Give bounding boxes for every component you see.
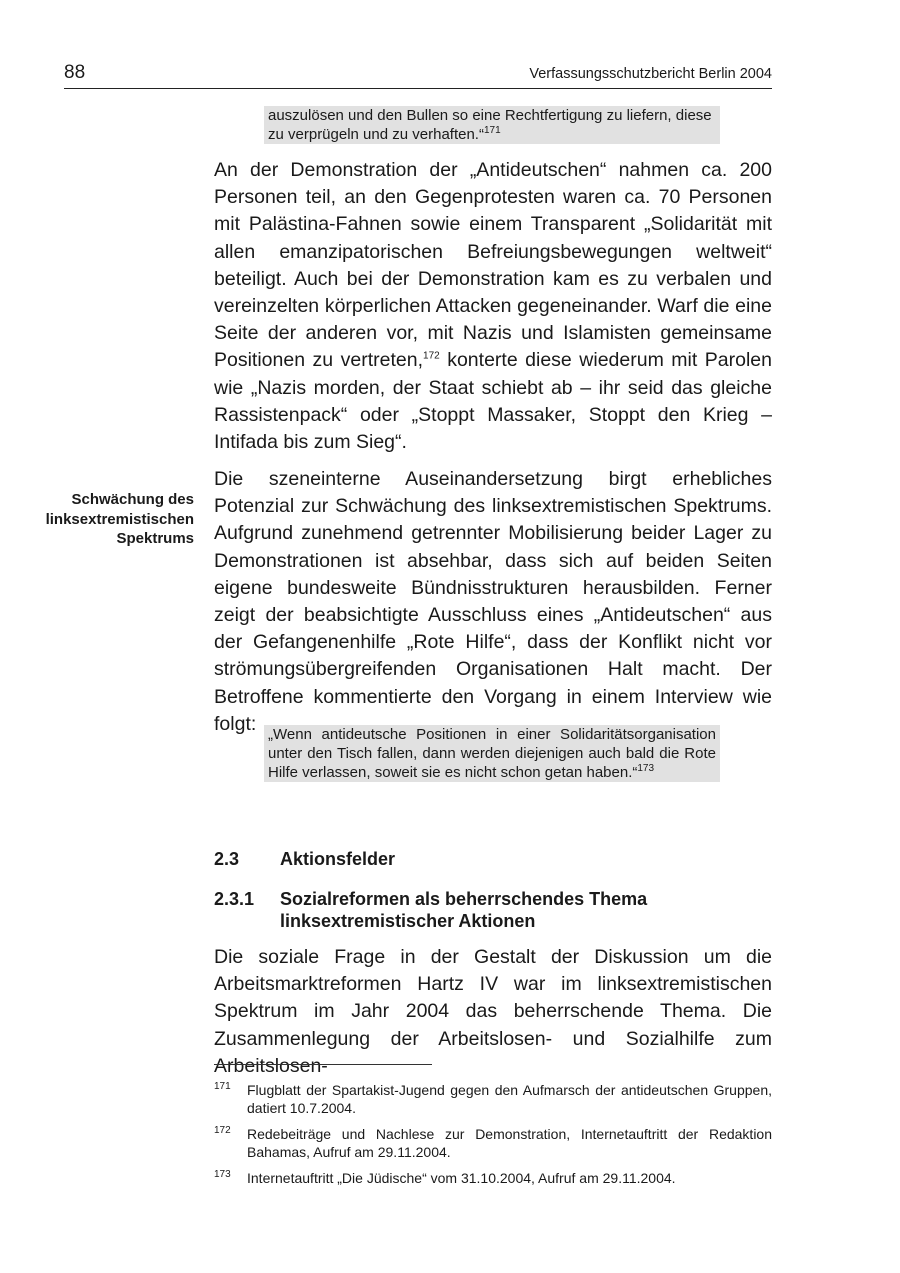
footnote-ref-173[interactable]: 173 — [637, 763, 655, 774]
section-title: Aktionsfelder — [280, 849, 396, 869]
section-number: 2.3.1 — [214, 889, 255, 909]
paragraph-demonstration — [214, 157, 772, 456]
section-title-line: linksextremistischer Aktionen — [280, 911, 536, 931]
quote-text: „Wenn antideutsche Positionen in einer Solidaritätsorganisation unter den Tisch fallen, dann werden diejenigen auch bald die Rote Hilfe verlassen, soweit sie es nicht schon getan haben.“ — [268, 726, 716, 781]
running-title: Verfassungsschutzbericht Berlin 2004 — [529, 66, 772, 82]
footnote-divider — [214, 1064, 432, 1065]
section-heading-2-3-1 — [214, 888, 774, 932]
footnote-172 — [214, 1125, 772, 1161]
page-number: 88 — [64, 62, 86, 83]
footnote-173 — [214, 1169, 772, 1187]
footnote-ref-172[interactable]: 172 — [423, 350, 440, 362]
section-heading-2-3 — [214, 848, 774, 870]
block-quote-171 — [264, 106, 720, 144]
footnote-number: 173 — [214, 1169, 231, 1180]
paragraph-text-part1: An der Demonstration der „Antideutschen“ nahmen ca. 200 Personen teil, an den Gegenprotesten waren ca. 70 Personen mit Palästina-Fahnen sowie einem Transparent „Solidarität mit allen emanzipatorischen Befreiungsbewegungen weltweit“ beteiligt. Auch bei der Demonstration kam es zu verbalen und vereinzelten körperlichen Attacken gegeneinander. Warf die eine Seite der anderen vor, mit Nazis und Islamisten gemeinsame Positionen zu vertreten, — [214, 159, 772, 372]
section-number: 2.3 — [214, 849, 240, 869]
margin-note-line: Schwächung des — [71, 491, 194, 508]
footnote-number: 171 — [214, 1081, 231, 1092]
footnote-ref-171[interactable]: 171 — [483, 125, 501, 136]
margin-note — [20, 490, 194, 549]
footnote-text: Redebeiträge und Nachlese zur Demonstration, Internetauftritt der Redaktion Bahamas, Aufruf am 29.11.2004. — [247, 1126, 772, 1160]
section-title — [280, 888, 780, 932]
section-title-line: Sozialreformen als beherrschendes Thema — [280, 889, 648, 909]
paragraph-hartz-iv: Die soziale Frage in der Gestalt der Diskussion um die Arbeitsmarktreformen Hartz IV war im linksextremistischen Spektrum im Jahr 2004 das beherrschende Thema. Die Zusammenlegung der Arbeitslosen- und Sozialhilfe zum Arbeitslosen- — [214, 946, 772, 1077]
page-header — [64, 62, 772, 89]
quote-text: auszulösen und den Bullen so eine Rechtfertigung zu liefern, diese zu verprügeln und zu verhaften.“ — [268, 107, 712, 143]
paragraph-text-part2: konterte diese wiederum mit Parolen wie „Nazis morden, der Staat schiebt ab – ihr seid das gleiche Rassistenpack“ oder „Stoppt Massaker, Stoppt den Krieg – Intifada bis zum Sieg“. — [214, 349, 773, 454]
margin-note-line: Spektrums — [116, 530, 194, 547]
footnote-text: Internetauftritt „Die Jüdische“ vom 31.10.2004, Aufruf am 29.11.2004. — [247, 1170, 676, 1186]
footnote-text: Flugblatt der Spartakist-Jugend gegen den Aufmarsch der antideutschen Gruppen, datiert 10.7.2004. — [247, 1082, 772, 1116]
margin-note-line: linksextremistischen — [45, 510, 194, 528]
footnote-number: 172 — [214, 1125, 231, 1136]
footnote-171 — [214, 1081, 772, 1117]
block-quote-173 — [264, 725, 720, 782]
paragraph-schwaechung: Die szeneinterne Auseinandersetzung birgt erhebliches Potenzial zur Schwächung des linksextremistischen Spektrums. Aufgrund zunehmend getrennter Mobilisierung beider Lager zu Demonstrationen ist absehbar, dass sich auf beiden Seiten eigene bundesweite Bündnisstrukturen herausbilden. Ferner zeigt der beabsichtigte Ausschluss eines „Antideutschen“ aus der Gefangenenhilfe „Rote Hilfe“, dass der Konflikt nicht vor strömungsübergreifenden Organisationen Halt macht. Der Betroffene kommentierte den Vorgang in einem Interview wie folgt: — [214, 468, 772, 735]
